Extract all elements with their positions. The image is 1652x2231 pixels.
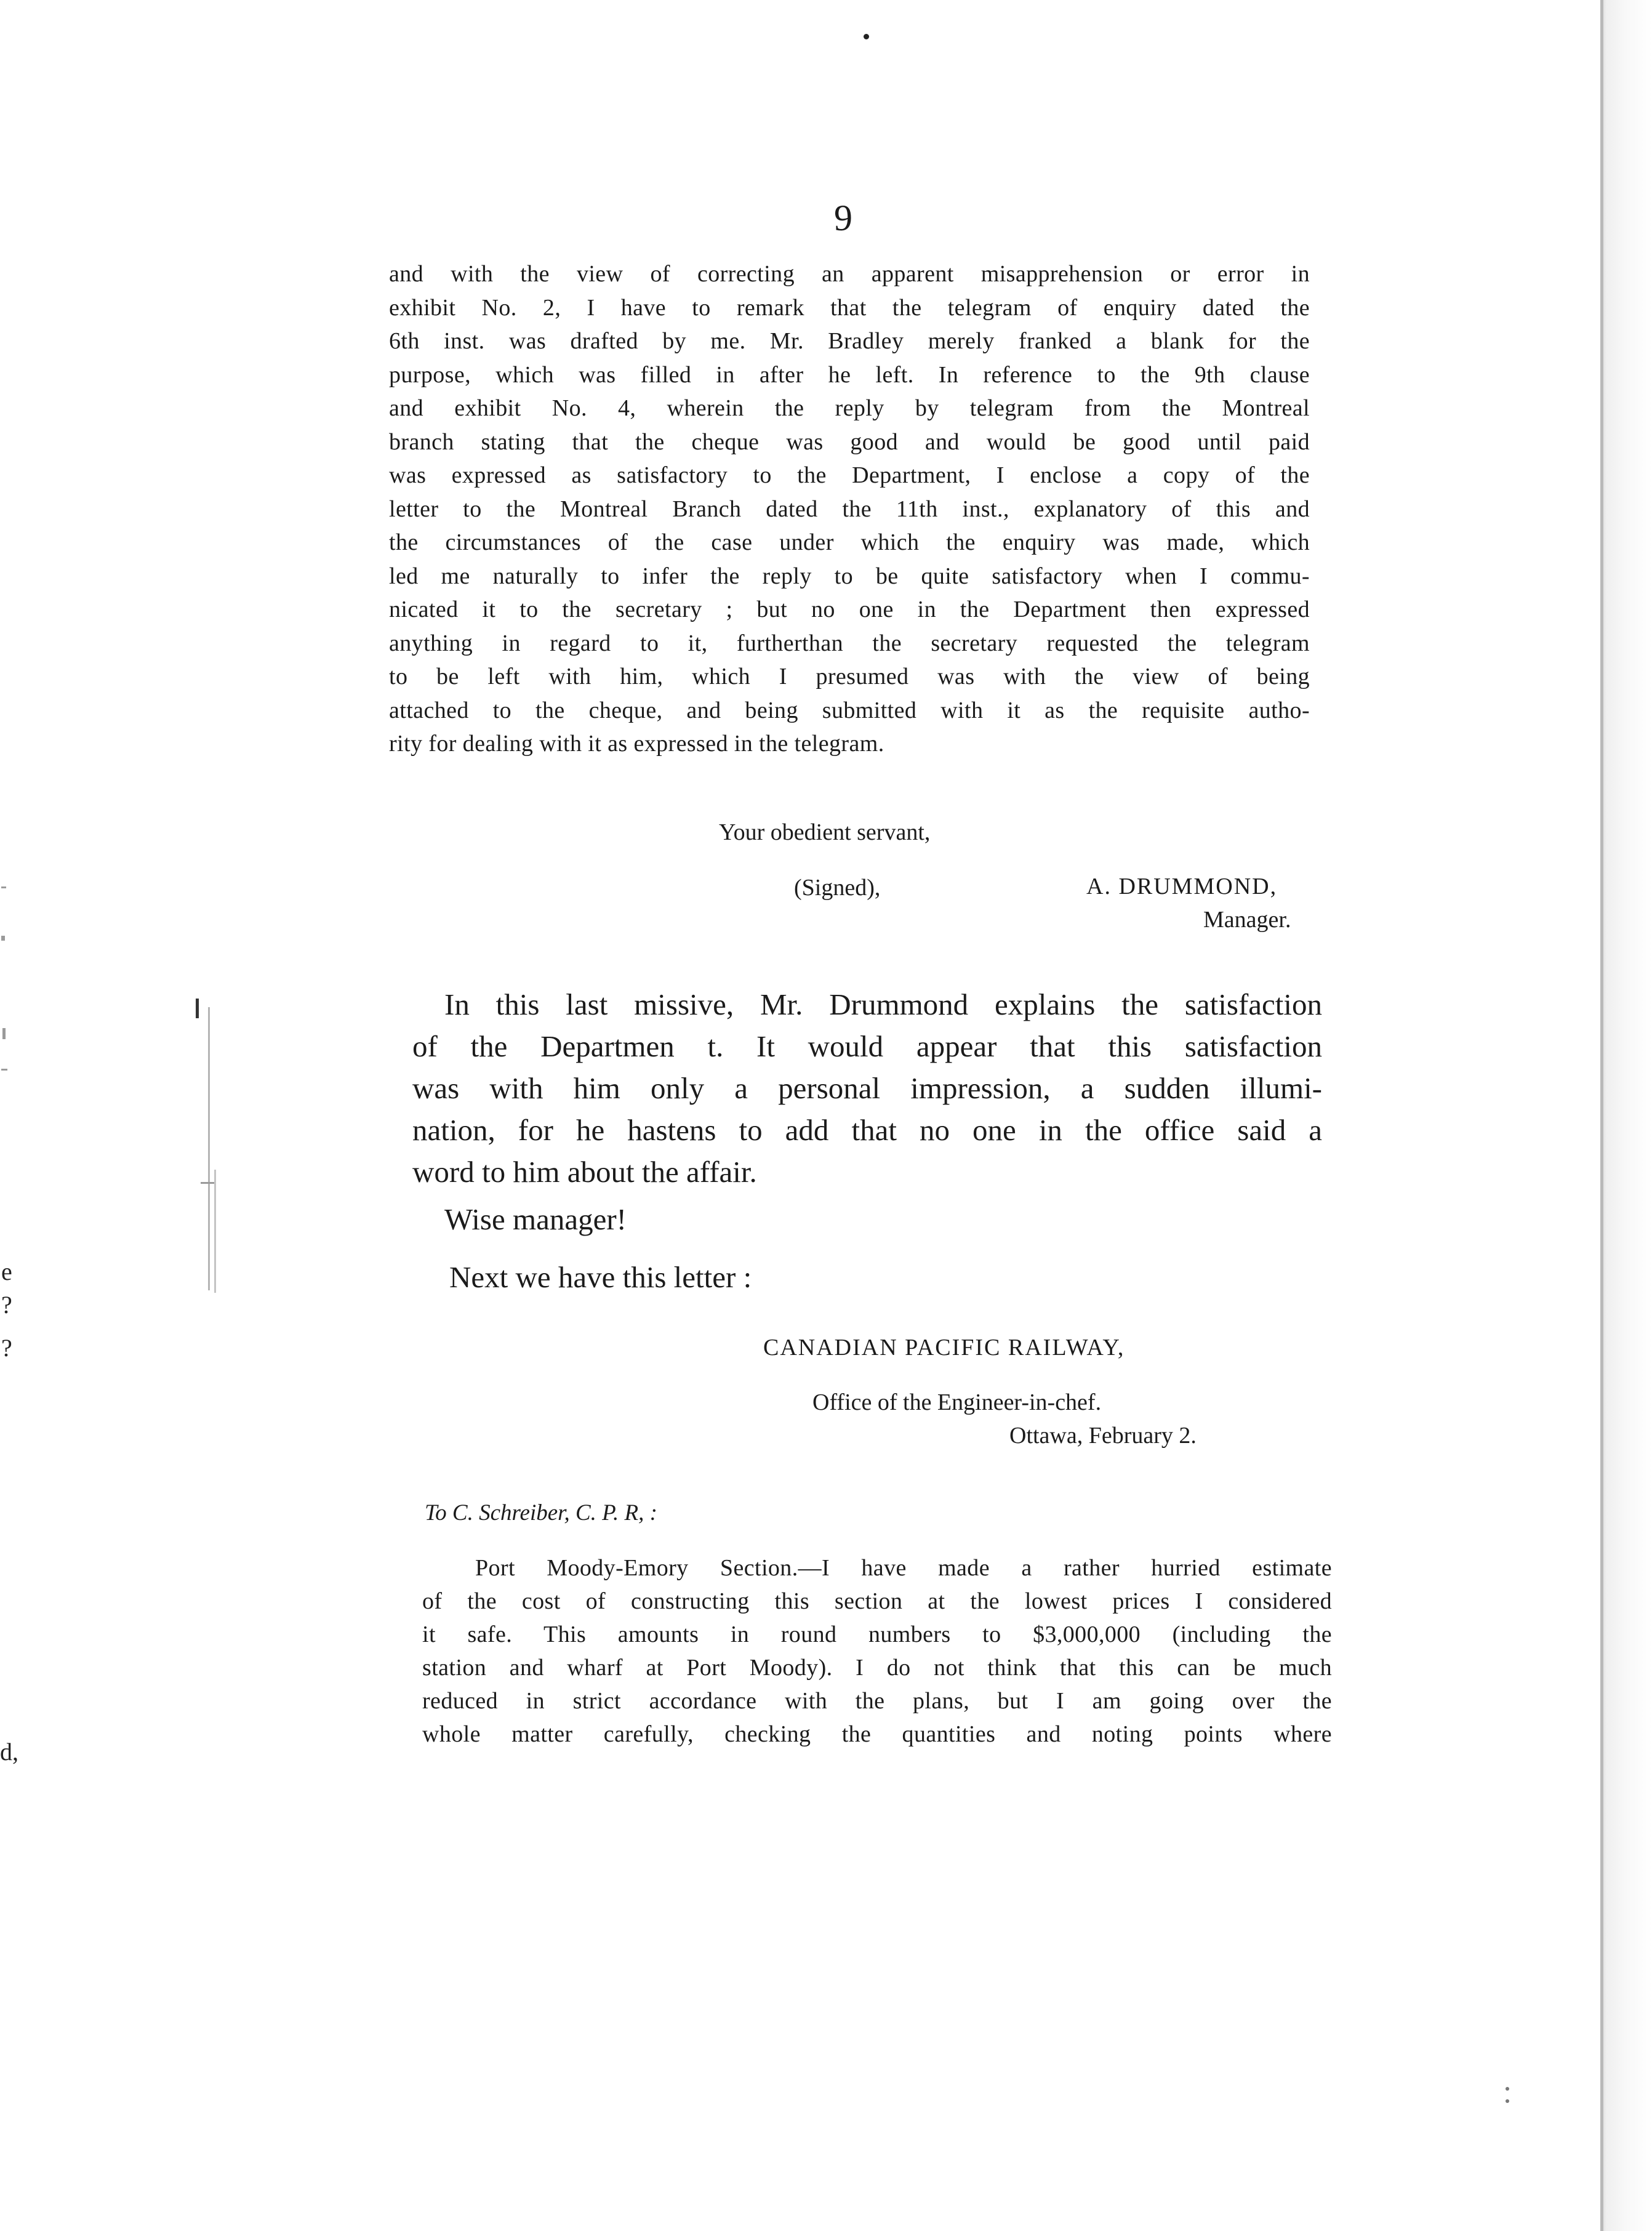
text-line: anything in regard to it, furtherthan the secretary requested the telegram: [389, 630, 1310, 656]
binding-mark: [196, 999, 199, 1018]
scan-speck: [1506, 2087, 1509, 2091]
addressee-line: To C. Schreiber, C. P. R, :: [425, 1500, 657, 1526]
margin-fragment: d,: [0, 1738, 18, 1766]
text-line: purpose, which was filled in after he left. In reference to the 9th clause: [389, 361, 1310, 388]
text-line: was expressed as satisfactory to the Department, I enclose a copy of the: [389, 462, 1310, 488]
margin-mark: [1, 936, 5, 941]
letter-body: [389, 257, 1310, 761]
margin-fragment: e: [1, 1258, 12, 1285]
page-number: 9: [834, 198, 852, 238]
text-line: of the Departmen t. It would appear that this satisfaction: [412, 1029, 1322, 1063]
margin-mark: [1, 886, 6, 888]
text-line: Port Moody-Emory Section.—I have made a rather hurried estimate: [475, 1555, 1332, 1581]
text-line: was with him only a personal impression, a sudden illumi-: [412, 1071, 1322, 1105]
text-line: to be left with him, which I presumed was with the view of being: [389, 664, 1310, 689]
text-line: and exhibit No. 4, wherein the reply by telegram from the Montreal: [389, 395, 1310, 421]
binding-tick: [201, 1182, 214, 1184]
binding-line: [214, 1170, 216, 1293]
signature-name: A. DRUMMOND,: [1086, 874, 1278, 899]
signature-title: Manager.: [1203, 907, 1291, 933]
letter-closing: Your obedient servant,: [719, 819, 931, 845]
text-line: the circumstances of the case under which the enquiry was made, which: [389, 529, 1310, 555]
text-line: of the cost of constructing this section at the lowest prices I considered: [422, 1588, 1332, 1614]
commentary-paragraph: [412, 984, 1322, 1193]
remark-next-letter: Next we have this letter :: [449, 1260, 752, 1294]
margin-mark: [2, 1028, 6, 1039]
scan-speck: [1506, 2099, 1509, 2103]
text-line: station and wharf at Port Moody). I do not think that this can be much: [422, 1655, 1332, 1681]
text-line: exhibit No. 2, I have to remark that the telegram of enquiry dated the: [389, 294, 1310, 321]
second-letter-body: [422, 1551, 1332, 1751]
scan-speck: [864, 34, 869, 39]
text-line: and with the view of correcting an apparent misapprehension or error in: [389, 261, 1310, 287]
margin-fragment: ?: [1, 1291, 12, 1319]
text-line: it safe. This amounts in round numbers to $3,000,000 (including the: [422, 1622, 1332, 1647]
margin-fragment: ?: [1, 1334, 12, 1362]
letterhead-office: Office of the Engineer-in-chef.: [812, 1389, 1102, 1415]
signed-note: (Signed),: [794, 875, 881, 901]
text-line: nation, for he hastens to add that no one in the office said a: [412, 1113, 1322, 1147]
page-edge-shadow: [1600, 0, 1652, 2231]
text-line: rity for dealing with it as expressed in the telegram.: [389, 731, 884, 757]
text-line: 6th inst. was drafted by me. Mr. Bradley merely franked a blank for the: [389, 328, 1310, 354]
remark-wise-manager: Wise manager!: [444, 1202, 627, 1236]
letterhead-company: CANADIAN PACIFIC RAILWAY,: [763, 1335, 1125, 1361]
text-line: attached to the cheque, and being submitted with it as the requisite autho-: [389, 697, 1310, 723]
text-line: letter to the Montreal Branch dated the 11th inst., explanatory of this and: [389, 496, 1310, 522]
text-line: word to him about the affair.: [412, 1155, 757, 1189]
text-line: whole matter carefully, checking the quantities and noting points where: [422, 1721, 1332, 1747]
margin-mark: [1, 1069, 7, 1071]
text-line: reduced in strict accordance with the plans, but I am going over the: [422, 1688, 1332, 1714]
text-line: nicated it to the secretary ; but no one in the Department then expressed: [389, 597, 1310, 622]
text-line: led me naturally to infer the reply to be quite satisfactory when I commu-: [389, 563, 1310, 589]
letterhead-date: Ottawa, February 2.: [1009, 1423, 1197, 1449]
binding-line: [208, 1007, 210, 1290]
text-line: branch stating that the cheque was good and would be good until paid: [389, 428, 1310, 455]
text-line: In this last missive, Mr. Drummond explains the satisfaction: [444, 987, 1322, 1021]
